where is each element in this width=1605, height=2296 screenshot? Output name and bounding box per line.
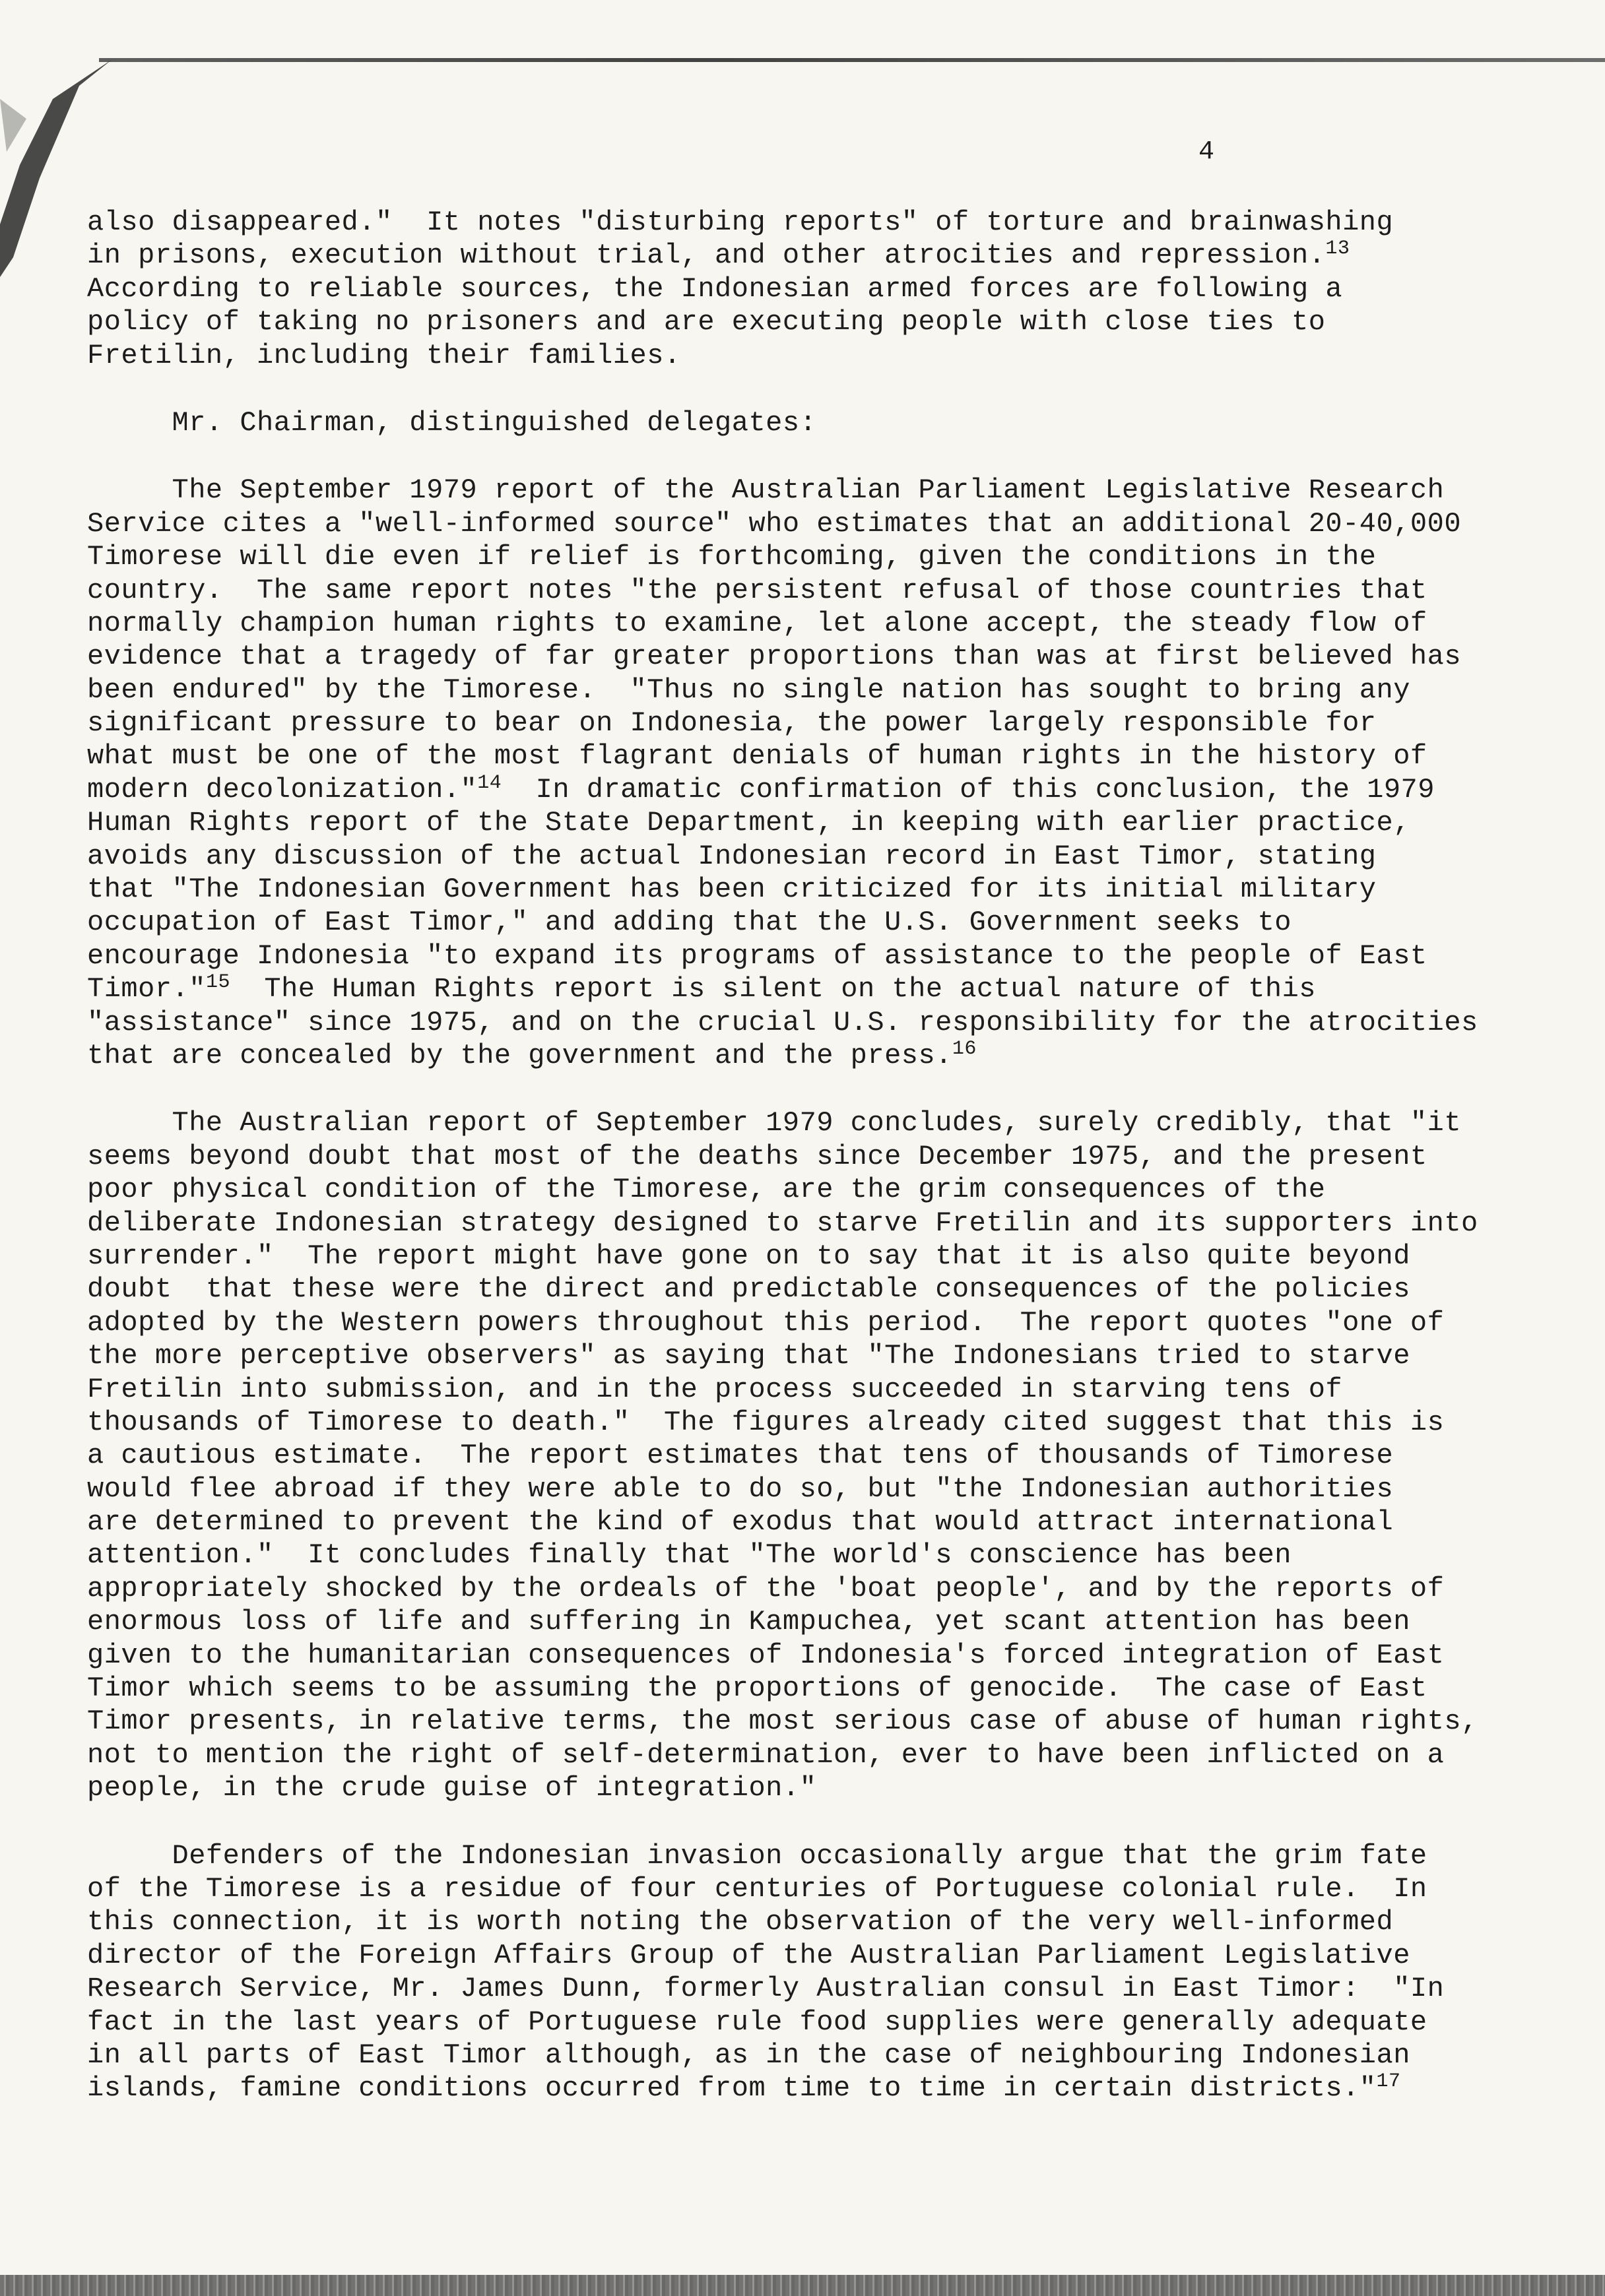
text-line xyxy=(87,1339,1539,1372)
text-line xyxy=(87,339,1539,372)
line-text: in prisons, execution without trial, and other atrocities and repression. xyxy=(87,239,1326,272)
text-line xyxy=(87,272,1539,305)
line-text: are determined to prevent the kind of exodus that would attract international xyxy=(87,1506,1394,1539)
text-line xyxy=(87,1905,1539,1938)
text-line xyxy=(87,940,1539,973)
text-line xyxy=(87,574,1539,607)
line-text: that "The Indonesian Government has been criticized for its initial military xyxy=(87,874,1377,906)
line-text: According to reliable sources, the Indonesian armed forces are following a xyxy=(87,272,1343,305)
line-text: Research Service, Mr. James Dunn, formerly Australian consul in East Timor: "In xyxy=(87,1973,1445,2005)
text-line xyxy=(87,206,1539,239)
footnote-marker: 17 xyxy=(1376,2070,1401,2093)
page-top-edge xyxy=(99,58,1605,62)
footnote-marker: 13 xyxy=(1325,238,1350,261)
text-line xyxy=(87,507,1539,540)
line-text: Human Rights report of the State Department, in keeping with earlier practice, xyxy=(87,807,1410,839)
paragraph xyxy=(87,1839,1539,2105)
line-text: normally champion human rights to examine, let alone accept, the steady flow of xyxy=(87,607,1427,639)
line-text: The Human Rights report is silent on the actual nature of this xyxy=(230,973,1317,1005)
page-number: 4 xyxy=(1198,137,1216,167)
line-text: that are concealed by the government and the press. xyxy=(87,1039,952,1071)
paragraph xyxy=(87,406,1539,439)
line-text: encourage Indonesia "to expand its programs of assistance to the people of East xyxy=(87,940,1427,972)
text-line xyxy=(87,2039,1539,2072)
text-line xyxy=(87,1473,1539,1506)
line-text: deliberate Indonesian strategy designed to starve Fretilin and its supporters into xyxy=(87,1207,1478,1239)
text-line xyxy=(87,740,1539,773)
paragraph-gap xyxy=(87,1805,1539,1839)
text-line xyxy=(87,2072,1539,2105)
paragraph xyxy=(87,206,1539,372)
line-text: policy of taking no prisoners and are executing people with close ties to xyxy=(87,306,1326,338)
text-line xyxy=(87,1872,1539,1905)
text-line xyxy=(87,1738,1539,1771)
line-text: not to mention the right of self-determination, ever to have been inflicted on a xyxy=(87,1738,1445,1771)
line-text: modern decolonization." xyxy=(87,773,478,806)
line-text: seems beyond doubt that most of the deaths since December 1975, and the present xyxy=(87,1140,1427,1172)
line-text: Timor which seems to be assuming the proportions of genocide. The case of East xyxy=(87,1673,1427,1705)
text-line xyxy=(87,1506,1539,1539)
line-text: surrender." The report might have gone on to say that it is also quite beyond xyxy=(87,1240,1410,1272)
line-text: what must be one of the most flagrant denials of human rights in the history of xyxy=(87,740,1427,773)
text-line xyxy=(87,773,1539,806)
text-line xyxy=(87,1106,1539,1139)
line-text: adopted by the Western powers throughout this period. The report quotes "one of xyxy=(87,1306,1445,1339)
text-line xyxy=(87,1006,1539,1039)
line-text: Fretilin into submission, and in the process succeeded in starving tens of xyxy=(87,1373,1343,1405)
line-text: The September 1979 report of the Australian Parliament Legislative Research xyxy=(87,474,1445,507)
line-text: "assistance" since 1975, and on the crucial U.S. responsibility for the atrocities xyxy=(87,1006,1478,1038)
line-text: given to the humanitarian consequences of Indonesia's forced integration of East xyxy=(87,1639,1445,1671)
line-text: of the Timorese is a residue of four centuries of Portuguese colonial rule. In xyxy=(87,1872,1427,1905)
line-text: Fretilin, including their families. xyxy=(87,339,681,371)
text-line xyxy=(87,1140,1539,1173)
text-line xyxy=(87,674,1539,707)
document-body xyxy=(87,206,1539,2105)
text-line xyxy=(87,640,1539,673)
line-text: Mr. Chairman, distinguished delegates: xyxy=(87,406,817,439)
text-line xyxy=(87,1406,1539,1439)
line-text: would flee abroad if they were able to do so, but "the Indonesian authorities xyxy=(87,1473,1394,1505)
line-text: attention." It concludes finally that "The world's conscience has been xyxy=(87,1539,1292,1572)
text-line xyxy=(87,1273,1539,1306)
text-line xyxy=(87,474,1539,507)
line-text: appropriately shocked by the ordeals of the 'boat people', and by the reports of xyxy=(87,1572,1445,1605)
line-text: enormous loss of life and suffering in Kampuchea, yet scant attention has been xyxy=(87,1606,1410,1638)
text-line xyxy=(87,1705,1539,1738)
paragraph-gap xyxy=(87,439,1539,474)
line-text: significant pressure to bear on Indonesia, the power largely responsible for xyxy=(87,707,1377,740)
text-line xyxy=(87,1605,1539,1638)
text-line xyxy=(87,1173,1539,1206)
paragraph xyxy=(87,474,1539,1072)
text-line xyxy=(87,1639,1539,1672)
text-line xyxy=(87,1572,1539,1605)
line-text: Timor." xyxy=(87,973,206,1005)
line-text: Service cites a "well-informed source" who estimates that an additional 20-40,000 xyxy=(87,507,1462,540)
line-text: doubt that these were the direct and predictable consequences of the policies xyxy=(87,1273,1410,1306)
paragraph xyxy=(87,1106,1539,1804)
text-line xyxy=(87,1839,1539,1872)
text-line xyxy=(87,1771,1539,1804)
line-text: Timorese will die even if relief is forthcoming, given the conditions in the xyxy=(87,541,1377,573)
line-text: fact in the last years of Portuguese rule food supplies were generally adequate xyxy=(87,2006,1427,2038)
text-line xyxy=(87,305,1539,338)
line-text: country. The same report notes "the persistent refusal of those countries that xyxy=(87,574,1427,606)
line-text: people, in the crude guise of integration." xyxy=(87,1772,817,1804)
text-line xyxy=(87,540,1539,573)
footnote-marker: 15 xyxy=(205,971,230,994)
text-line xyxy=(87,973,1539,1005)
line-text: poor physical condition of the Timorese, are the grim consequences of the xyxy=(87,1174,1326,1206)
text-line xyxy=(87,1539,1539,1572)
line-text: avoids any discussion of the actual Indonesian record in East Timor, stating xyxy=(87,840,1377,872)
line-text: thousands of Timorese to death." The figures already cited suggest that this is xyxy=(87,1406,1445,1438)
line-text: been endured" by the Timorese. "Thus no single nation has sought to bring any xyxy=(87,674,1410,706)
text-line xyxy=(87,1972,1539,2005)
line-text: also disappeared." It notes "disturbing reports" of torture and brainwashing xyxy=(87,207,1394,238)
line-text: islands, famine conditions occurred from time to time in certain districts." xyxy=(87,2072,1377,2105)
line-text: this connection, it is worth noting the observation of the very well-informed xyxy=(87,1906,1394,1938)
text-line xyxy=(87,906,1539,939)
line-text: The Australian report of September 1979 concludes, surely credibly, that "it xyxy=(87,1107,1462,1139)
line-text: a cautious estimate. The report estimates that tens of thousands of Timorese xyxy=(87,1440,1394,1472)
text-line xyxy=(87,1439,1539,1472)
line-text: evidence that a tragedy of far greater proportions than was at first believed has xyxy=(87,641,1462,673)
text-line xyxy=(87,1207,1539,1240)
paragraph-gap xyxy=(87,1072,1539,1106)
line-text: the more perceptive observers" as saying that "The Indonesians tried to starve xyxy=(87,1340,1410,1372)
paragraph-gap xyxy=(87,372,1539,406)
line-text: director of the Foreign Affairs Group of the Australian Parliament Legislative xyxy=(87,1939,1410,1971)
text-line xyxy=(87,1373,1539,1406)
text-line xyxy=(87,1672,1539,1705)
text-line xyxy=(87,239,1539,272)
text-line xyxy=(87,1240,1539,1273)
line-text: occupation of East Timor," and adding that the U.S. Government seeks to xyxy=(87,907,1292,939)
text-line xyxy=(87,607,1539,640)
footnote-marker: 16 xyxy=(952,1037,977,1060)
text-line xyxy=(87,840,1539,873)
text-line xyxy=(87,1306,1539,1339)
text-line xyxy=(87,806,1539,839)
text-line xyxy=(87,1939,1539,1972)
line-text: Timor presents, in relative terms, the most serious case of abuse of human rights, xyxy=(87,1706,1478,1738)
line-text: Defenders of the Indonesian invasion occasionally argue that the grim fate xyxy=(87,1839,1427,1872)
page-bottom-edge xyxy=(0,2275,1605,2296)
line-text: in all parts of East Timor although, as in the case of neighbouring Indonesian xyxy=(87,2039,1410,2071)
text-line xyxy=(87,1039,1539,1072)
text-line xyxy=(87,707,1539,740)
line-text: In dramatic confirmation of this conclusion, the 1979 xyxy=(502,773,1435,806)
footnote-marker: 14 xyxy=(477,771,502,794)
text-line xyxy=(87,406,1539,439)
text-line xyxy=(87,873,1539,906)
text-line xyxy=(87,2006,1539,2039)
